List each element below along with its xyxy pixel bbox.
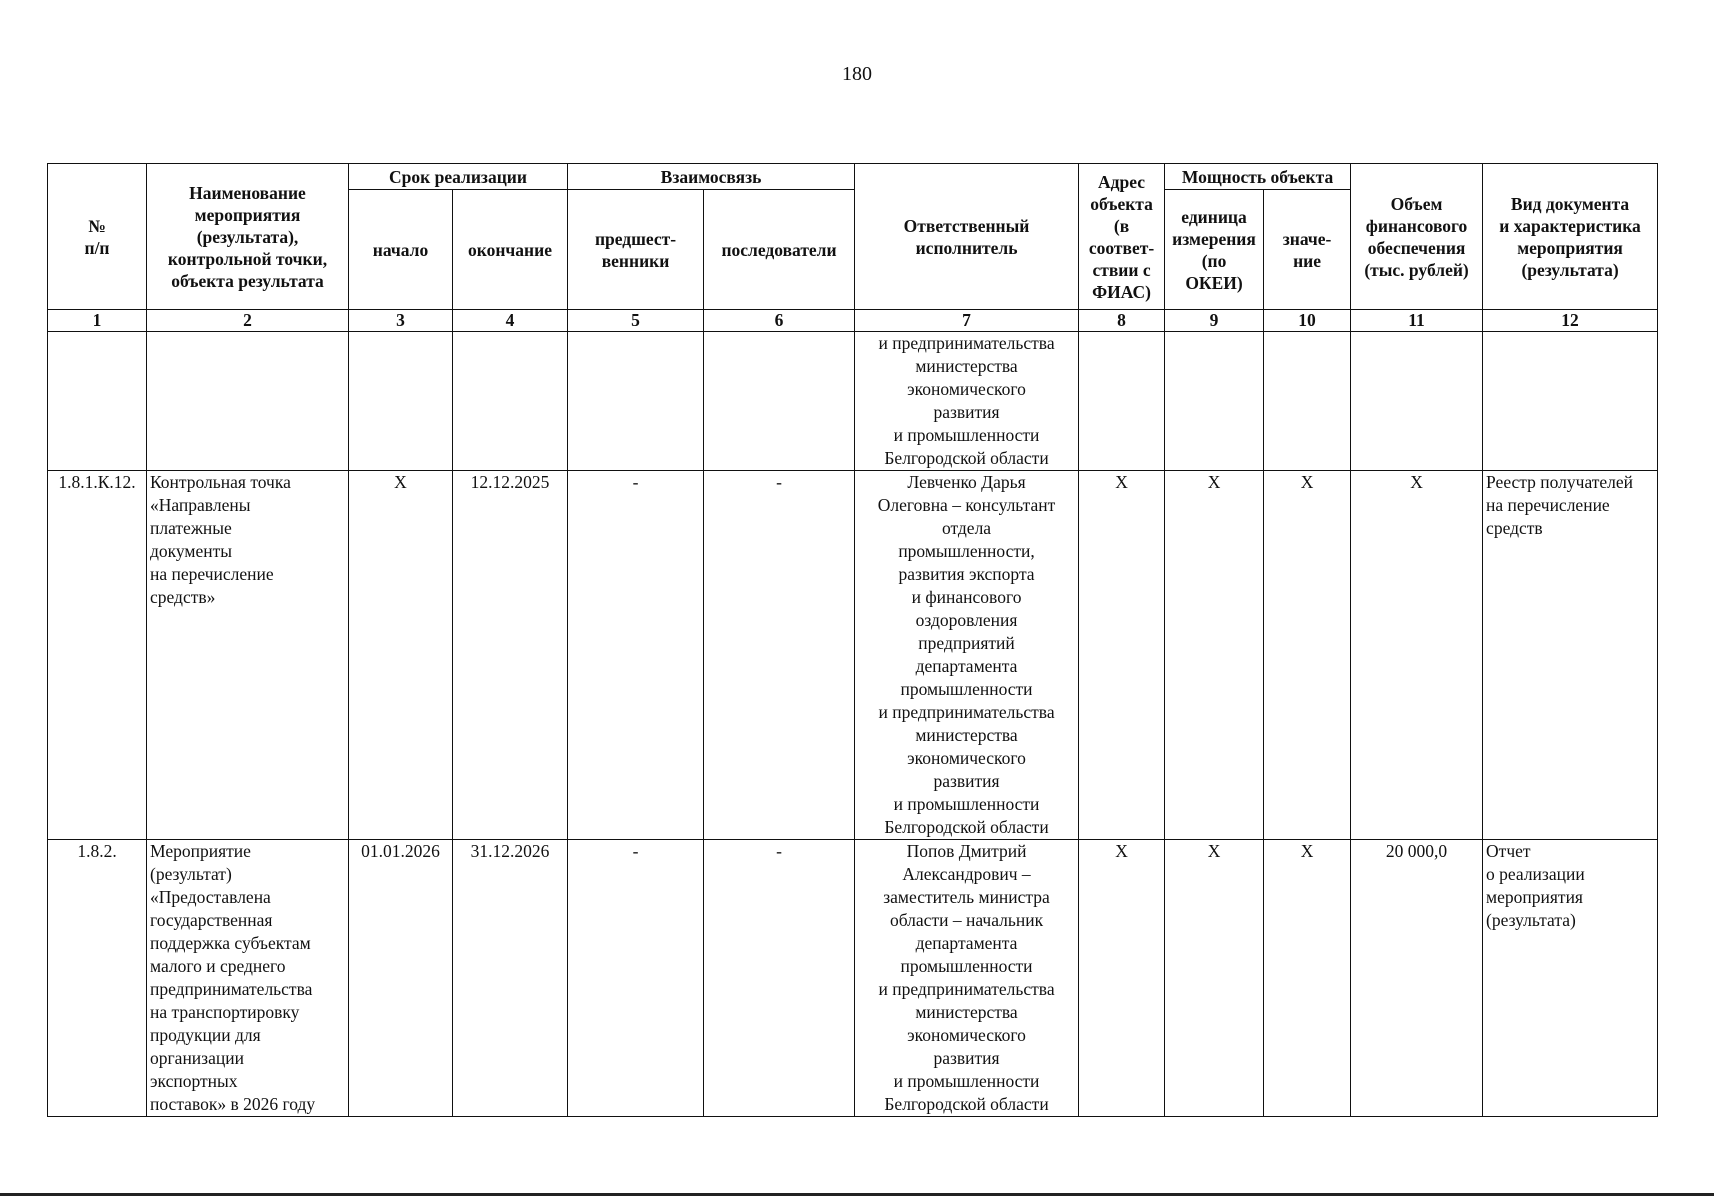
column-number: 5 — [568, 310, 704, 332]
header-predecessors: предшест- венники — [568, 190, 704, 310]
header-responsible: Ответственный исполнитель — [855, 164, 1079, 310]
cell-doc-type: Реестр получателей на перечисление средств — [1483, 471, 1658, 840]
cell-responsible: и предпринимательства министерства экономического развития и промышленности Белгородской области — [855, 332, 1079, 471]
cell-start — [349, 332, 453, 471]
cell-predecessors: - — [568, 840, 704, 1117]
cell-successors — [704, 332, 855, 471]
column-number: 4 — [453, 310, 568, 332]
cell-address — [1079, 332, 1165, 471]
column-number: 8 — [1079, 310, 1165, 332]
column-number: 7 — [855, 310, 1079, 332]
header-term: Срок реализации — [349, 164, 568, 190]
header-doc-type: Вид документа и характеристика мероприятия (результата) — [1483, 164, 1658, 310]
cell-end — [453, 332, 568, 471]
header-finance: Объем финансового обеспечения (тыс. рублей) — [1351, 164, 1483, 310]
cell-responsible: Левченко Дарья Олеговна – консультант отдела промышленности, развития экспорта и финансового оздоровления предприятий департамента промышленности и предпринимательства министерства экономического развития и промышленности Белгородской области — [855, 471, 1079, 840]
cell-successors: - — [704, 471, 855, 840]
cell-start: 01.01.2026 — [349, 840, 453, 1117]
cell-predecessors: - — [568, 471, 704, 840]
column-number: 3 — [349, 310, 453, 332]
column-number: 1 — [48, 310, 147, 332]
cell-finance: 20 000,0 — [1351, 840, 1483, 1117]
cell-num: 1.8.2. — [48, 840, 147, 1117]
cell-num: 1.8.1.К.12. — [48, 471, 147, 840]
header-successors: последователи — [704, 190, 855, 310]
cell-value: X — [1264, 471, 1351, 840]
cell-unit — [1165, 332, 1264, 471]
column-number: 12 — [1483, 310, 1658, 332]
cell-unit: X — [1165, 840, 1264, 1117]
cell-predecessors — [568, 332, 704, 471]
cell-finance: X — [1351, 471, 1483, 840]
column-number-row — [48, 310, 1658, 332]
header-value: значе- ние — [1264, 190, 1351, 310]
header-end: окончание — [453, 190, 568, 310]
table-row — [48, 840, 1658, 1117]
cell-start: X — [349, 471, 453, 840]
header-address: Адрес объекта (в соответ- ствии с ФИАС) — [1079, 164, 1165, 310]
header-start: начало — [349, 190, 453, 310]
column-number: 11 — [1351, 310, 1483, 332]
cell-unit: X — [1165, 471, 1264, 840]
table-row — [48, 332, 1658, 471]
cell-name — [147, 332, 349, 471]
scan-edge-line — [0, 1193, 1714, 1196]
cell-finance — [1351, 332, 1483, 471]
cell-value: X — [1264, 840, 1351, 1117]
column-number: 10 — [1264, 310, 1351, 332]
cell-value — [1264, 332, 1351, 471]
cell-doc-type — [1483, 332, 1658, 471]
column-number: 2 — [147, 310, 349, 332]
cell-address: X — [1079, 840, 1165, 1117]
plan-table — [47, 163, 1658, 1117]
cell-end: 12.12.2025 — [453, 471, 568, 840]
column-number: 6 — [704, 310, 855, 332]
header-capacity: Мощность объекта — [1165, 164, 1351, 190]
header-unit: единица измерения (по ОКЕИ) — [1165, 190, 1264, 310]
header-num: № п/п — [48, 164, 147, 310]
cell-responsible: Попов Дмитрий Александрович – заместитель министра области – начальник департамента промышленности и предпринимательства министерства экономического развития и промышленности Белгородской области — [855, 840, 1079, 1117]
cell-end: 31.12.2026 — [453, 840, 568, 1117]
cell-name: Мероприятие (результат) «Предоставлена государственная поддержка субъектам малого и среднего предпринимательства на транспортировку продукции для организации экспортных поставок» в 2026 году — [147, 840, 349, 1117]
cell-num — [48, 332, 147, 471]
header-relation: Взаимосвязь — [568, 164, 855, 190]
cell-name: Контрольная точка «Направлены платежные документы на перечисление средств» — [147, 471, 349, 840]
table-row — [48, 471, 1658, 840]
cell-doc-type: Отчет о реализации мероприятия (результата) — [1483, 840, 1658, 1117]
cell-address: X — [1079, 471, 1165, 840]
column-number: 9 — [1165, 310, 1264, 332]
cell-successors: - — [704, 840, 855, 1117]
header-name: Наименование мероприятия (результата), контрольной точки, объекта результата — [147, 164, 349, 310]
page-number: 180 — [842, 63, 872, 85]
